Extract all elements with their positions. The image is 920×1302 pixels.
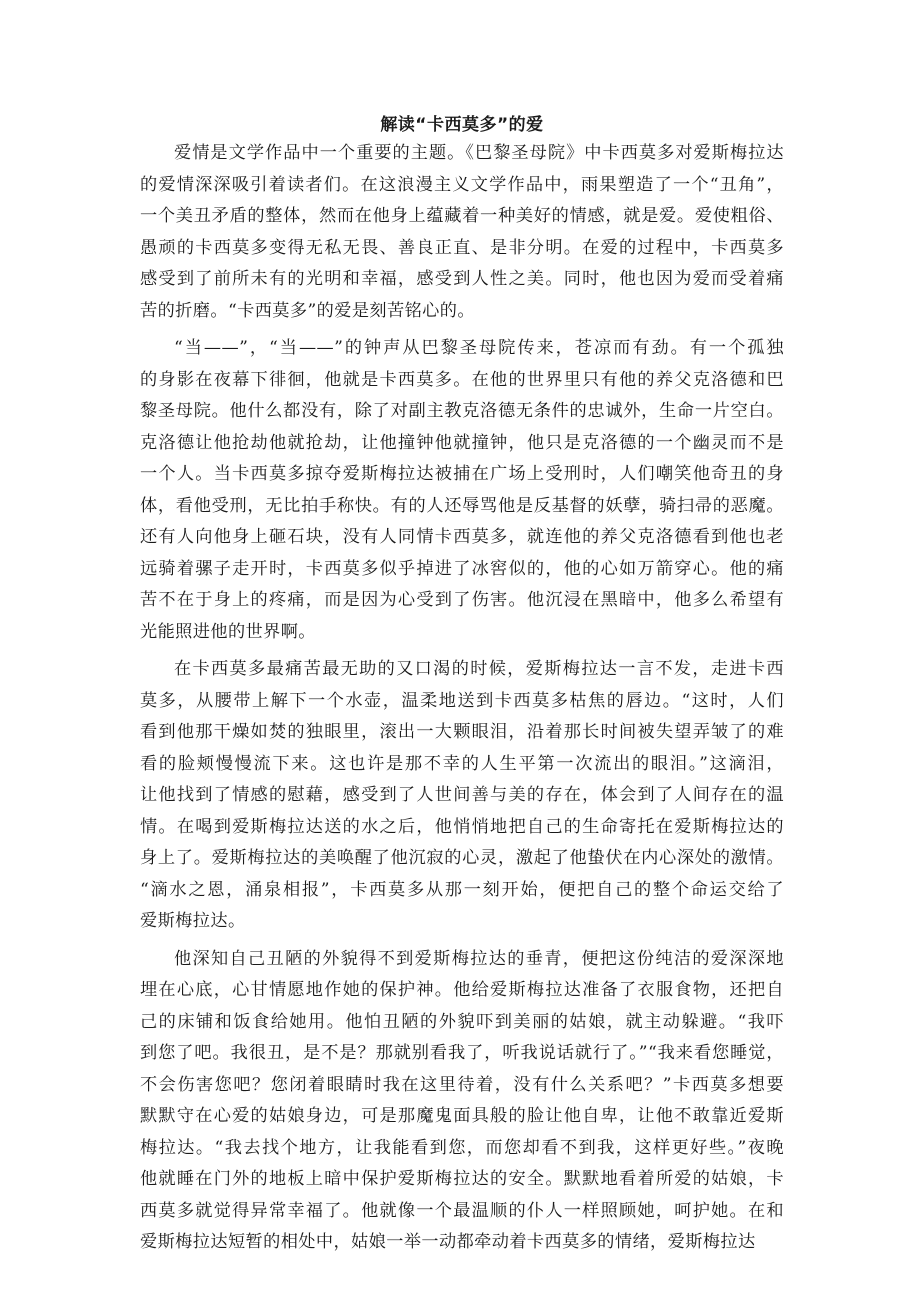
text-line: 爱斯梅拉达。 — [140, 911, 246, 931]
text-line: 光能照进他的世界啊。 — [140, 621, 316, 642]
text-line: 的身影在夜幕下徘徊，他就是卡西莫多。在他的世界里只有他的养父克洛德和巴 — [140, 369, 784, 390]
text-line: “当——”，“当——”的钟声从巴黎圣母院传来，苍凉而有劲。有一个孤独 — [174, 338, 784, 358]
text-line: 还有人向他身上砸石块，没有人同情卡西莫多，就连他的养父克洛德看到他也老 — [140, 527, 784, 547]
text-line: “滴水之恩，涌泉相报”，卡西莫多从那一刻开始，便把自己的整个命运交给了 — [140, 879, 784, 900]
document-title: 解读“卡西莫多”的爱 — [380, 115, 544, 135]
document-page — [140, 112, 784, 1259]
text-line: 梅拉达。“我去找个地方，让我能看到您，而您却看不到我，这样更好些。”夜晚 — [140, 1137, 784, 1158]
text-line: 一个美丑矛盾的整体，然而在他身上蕴藏着一种美好的情感，就是爱。爱使粗俗、 — [140, 206, 784, 226]
text-line: 情。在喝到爱斯梅拉达送的水之后，他悄悄地把自己的生命寄托在爱斯梅拉达的 — [140, 816, 784, 837]
text-line: 爱情是文学作品中一个重要的主题。《巴黎圣母院》中卡西莫多对爱斯梅拉达 — [174, 143, 784, 163]
paragraph — [140, 333, 784, 648]
text-line: 远骑着骡子走开时，卡西莫多似乎掉进了冰窖似的，他的心如万箭穿心。他的痛 — [140, 558, 784, 579]
text-line: 莫多，从腰带上解下一个水壶，温柔地送到卡西莫多枯焦的唇边。“这时，人们 — [140, 690, 784, 711]
text-line: 克洛德让他抢劫他就抢劫，让他撞钟他就撞钟，他只是克洛德的一个幽灵而不是 — [140, 432, 784, 453]
paragraph — [140, 944, 784, 1259]
text-line: 看到他那干燥如焚的独眼里，滚出一大颗眼泪，沿着那长时间被失望弄皱了的难 — [140, 722, 784, 742]
text-line: 的爱情深深吸引着读者们。在这浪漫主义文学作品中，雨果塑造了一个“丑角”， — [140, 174, 784, 195]
paragraph — [140, 654, 784, 938]
text-line: 西莫多就觉得异常幸福了。他就像一个最温顺的仆人一样照顾她，呵护她。在和 — [140, 1200, 784, 1221]
text-line: 爱斯梅拉达短暂的相处中，姑娘一举一动都牵动着卡西莫多的情绪，爱斯梅拉达 — [140, 1232, 756, 1252]
text-line: 到您了吧。我很丑，是不是？那就别看我了，听我说话就行了。”“我来看您睡觉， — [140, 1043, 784, 1063]
text-line: 黎圣母院。他什么都没有，除了对副主教克洛德无条件的忠诚外，生命一片空白。 — [140, 401, 784, 421]
text-line: 体，看他受刑，无比拍手称快。有的人还辱骂他是反基督的妖孽，骑扫帚的恶魔。 — [140, 495, 784, 516]
text-line: 不会伤害您吧？您闭着眼睛时我在这里待着，没有什么关系吧？”卡西莫多想要 — [140, 1074, 784, 1095]
text-line: 身上了。爱斯梅拉达的美唤醒了他沉寂的心灵，激起了他蛰伏在内心深处的激情。 — [140, 848, 784, 868]
text-line: 他深知自己丑陋的外貌得不到爱斯梅拉达的垂青，便把这份纯洁的爱深深地 — [174, 948, 784, 969]
text-line: 感受到了前所未有的光明和幸福，感受到人性之美。同时，他也因为爱而受着痛 — [140, 269, 784, 289]
text-line: 愚顽的卡西莫多变得无私无畏、善良正直、是非分明。在爱的过程中，卡西莫多 — [140, 237, 784, 258]
document-body — [140, 138, 784, 1259]
text-line: 看的脸颊慢慢流下来。这也许是那不幸的人生平第一次流出的眼泪。”这滴泪， — [140, 753, 784, 774]
text-line: 埋在心底，心甘情愿地作她的保护神。他给爱斯梅拉达准备了衣服食物，还把自 — [140, 980, 784, 1000]
paragraph — [140, 138, 784, 327]
text-line: 苦的折磨。“卡西莫多”的爱是刻苦铭心的。 — [140, 300, 475, 321]
text-line: 让他找到了情感的慰藉，感受到了人世间善与美的存在，体会到了人间存在的温 — [140, 785, 784, 805]
text-line: 己的床铺和饭食给她用。他怕丑陋的外貌吓到美丽的姑娘，就主动躲避。“我吓 — [140, 1011, 784, 1032]
text-line: 他就睡在门外的地板上暗中保护爱斯梅拉达的安全。默默地看着所爱的姑娘，卡 — [140, 1169, 784, 1189]
text-line: 默默守在心爱的姑娘身边，可是那魔鬼面具般的脸让他自卑，让他不敢靠近爱斯 — [140, 1106, 784, 1126]
text-line: 苦不在于身上的疼痛，而是因为心受到了伤害。他沉浸在黑暗中，他多么希望有 — [140, 590, 784, 610]
text-line: 一个人。当卡西莫多掠夺爱斯梅拉达被捕在广场上受刑时，人们嘲笑他奇丑的身 — [140, 464, 784, 484]
text-line: 在卡西莫多最痛苦最无助的又口渴的时候，爱斯梅拉达一言不发，走进卡西 — [174, 659, 784, 679]
